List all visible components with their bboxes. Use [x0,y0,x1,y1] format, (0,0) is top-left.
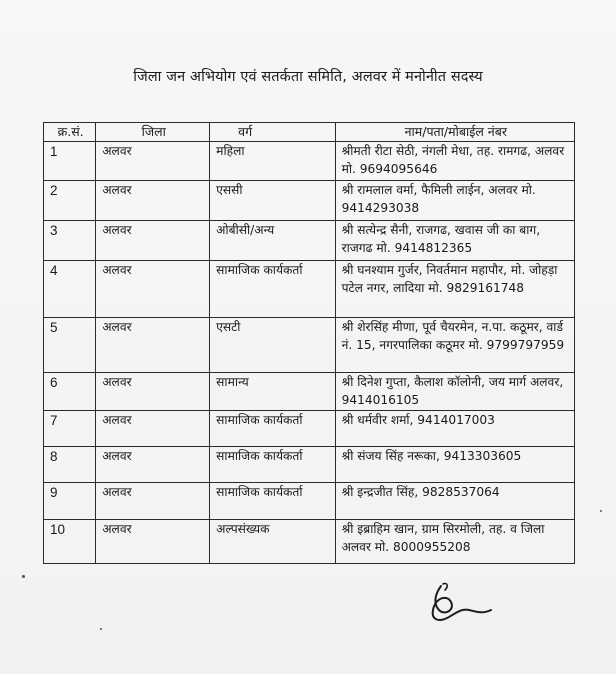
table-row [44,520,575,564]
document-title: जिला जन अभियोग एवं सतर्कता समिति, अलवर में मनोनीत सदस्य [133,69,483,85]
table-row [44,318,575,373]
serial-cell: 2 [44,181,96,221]
signature-mark [425,580,505,630]
serial-cell: 6 [44,373,96,411]
serial-cell: 4 [44,261,96,318]
table-row [44,181,575,221]
details-cell: श्री रामलाल वर्मा, फैमिली लाईन, अलवर मो. 9414293038 [335,181,574,221]
paper-speck [100,628,102,630]
table-row [44,483,575,520]
serial-cell: 3 [44,221,96,261]
district-cell: अलवर [96,221,210,261]
serial-cell: 1 [44,142,96,181]
category-cell: सामाजिक कार्यकर्ता [210,261,335,318]
header-details: नाम/पता/मोबाईल नंबर [335,123,574,142]
district-cell: अलवर [96,447,210,483]
district-cell: अलवर [96,483,210,520]
category-cell: महिला [210,142,335,181]
details-cell: श्री संजय सिंह नरूका, 9413303605 [335,447,574,483]
table-row [44,373,575,411]
serial-cell: 5 [44,318,96,373]
details-cell: श्रीमती रीटा सेठी, नंगली मेधा, तह. रामगढ, अलवर मो. 9694095646 [335,142,574,181]
details-cell: श्री धर्मवीर शर्मा, 9414017003 [335,411,574,447]
category-cell: सामाजिक कार्यकर्ता [210,483,335,520]
table-row [44,447,575,483]
district-cell: अलवर [96,411,210,447]
category-cell: अल्पसंख्यक [210,520,335,564]
table-row [44,261,575,318]
district-cell: अलवर [96,142,210,181]
details-cell: श्री दिनेश गुप्ता, कैलाश कॉलोनी, जय मार्ग अलवर, 9414016105 [335,373,574,411]
details-cell: श्री घनश्याम गुर्जर, निवर्तमान महापौर, मो. जोहड़ा पटेल नगर, लादिया मो. 9829161748 [335,261,574,318]
district-cell: अलवर [96,261,210,318]
category-cell: एससी [210,181,335,221]
table-row [44,221,575,261]
serial-cell: 7 [44,411,96,447]
table-row [44,142,575,181]
serial-cell: 10 [44,520,96,564]
header-district: जिला [96,123,210,142]
category-cell: सामाजिक कार्यकर्ता [210,447,335,483]
details-cell: श्री इब्राहिम खान, ग्राम सिरमोली, तह. व जिला अलवर मो. 8000955208 [335,520,574,564]
category-cell: ओबीसी/अन्य [210,221,335,261]
header-category: वर्ग [210,123,335,142]
serial-cell: 9 [44,483,96,520]
table-header-row [44,123,575,142]
district-cell: अलवर [96,520,210,564]
serial-cell: 8 [44,447,96,483]
details-cell: श्री सत्येन्द्र सैनी, राजगढ, खवास जी का बाग, राजगढ मो. 9414812365 [335,221,574,261]
details-cell: श्री शेरसिंह मीणा, पूर्व चैयरमेन, न.पा. कठूमर, वार्ड नं. 15, नगरपालिका कठूमर मो. 9799797959 [335,318,574,373]
paper-speck [22,575,25,578]
category-cell: सामाजिक कार्यकर्ता [210,411,335,447]
category-cell: सामान्य [210,373,335,411]
paper-speck [600,510,602,512]
district-cell: अलवर [96,373,210,411]
district-cell: अलवर [96,181,210,221]
district-cell: अलवर [96,318,210,373]
table-row [44,411,575,447]
members-table [43,122,575,564]
details-cell: श्री इन्द्रजीत सिंह, 9828537064 [335,483,574,520]
header-serial: क्र.सं. [44,123,96,142]
category-cell: एसटी [210,318,335,373]
